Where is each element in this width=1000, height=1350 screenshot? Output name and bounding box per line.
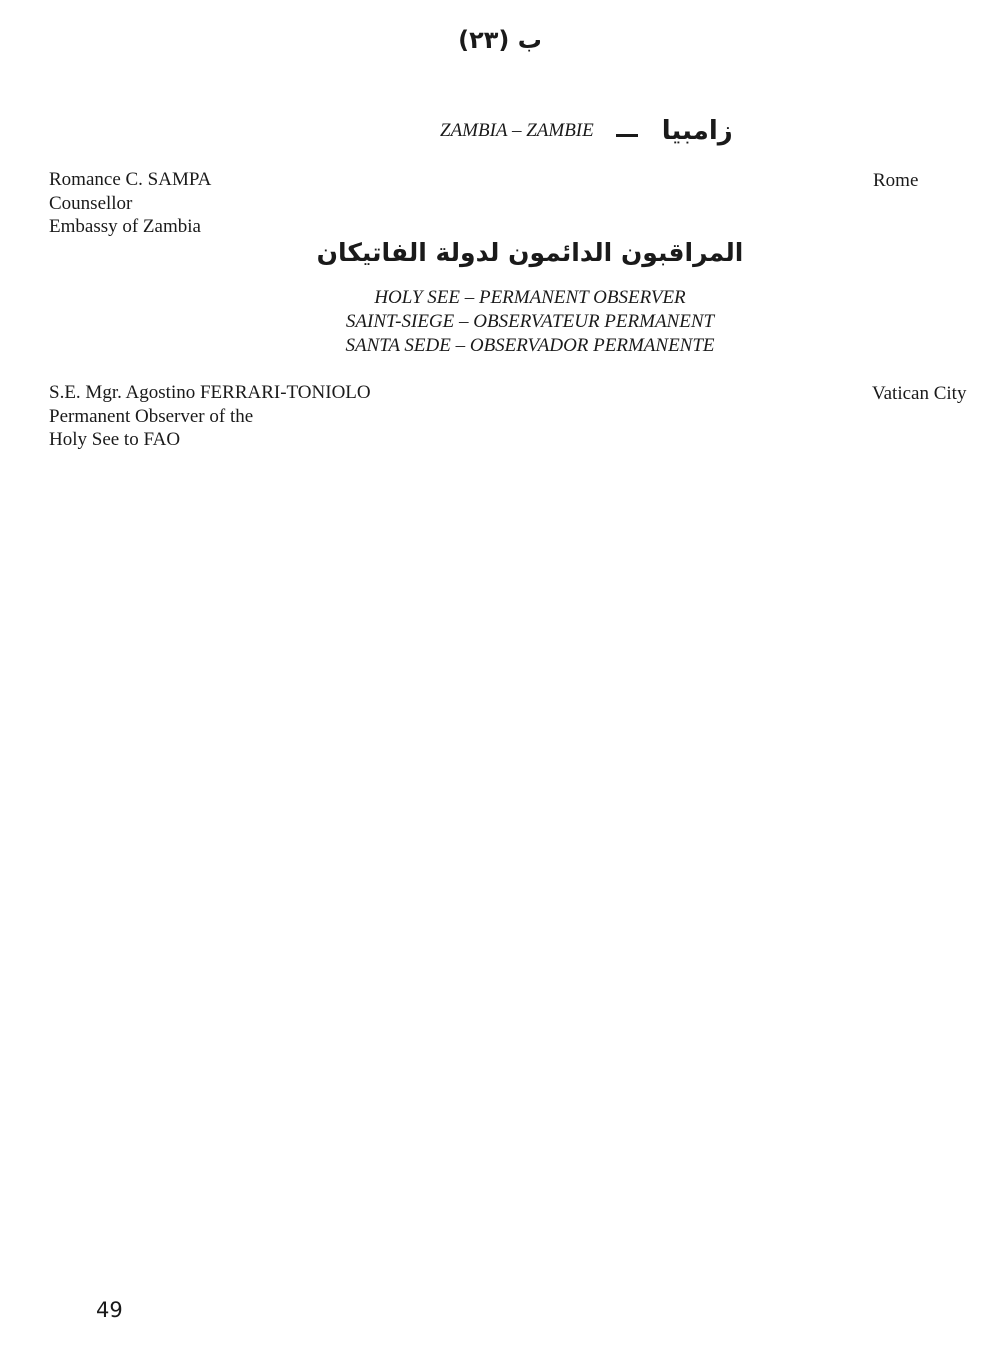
holy-see-title-french: SAINT-SIEGE – OBSERVATEUR PERMANENT [345, 311, 715, 332]
delegate-name: Romance C. SAMPA [49, 169, 212, 190]
delegate-name: S.E. Mgr. Agostino FERRARI-TONIOLO [49, 382, 371, 403]
page-number: 49 [96, 1298, 123, 1322]
zambia-heading-arabic: زامبيا [661, 116, 733, 146]
heading-dash-divider [616, 134, 638, 137]
delegate-city: Vatican City [872, 383, 967, 404]
delegate-title-continued: Holy See to FAO [49, 429, 181, 450]
holy-see-delegate-entry [49, 381, 371, 452]
delegate-organization: Embassy of Zambia [49, 216, 201, 237]
holy-see-heading-titles [0, 286, 1000, 358]
zambia-heading-latin: ZAMBIA – ZAMBIE [440, 120, 594, 141]
delegate-title: Counsellor [49, 192, 133, 214]
holy-see-title-spanish: SANTA SEDE – OBSERVADOR PERMANENTE [345, 335, 715, 356]
zambia-section-heading [440, 116, 733, 146]
holy-see-title-english: HOLY SEE – PERMANENT OBSERVER [374, 287, 686, 308]
delegate-city: Rome [873, 170, 919, 191]
delegate-title: Permanent Observer of the [49, 405, 254, 427]
holy-see-heading-arabic: المراقبون الدائمون لدولة الفاتيكان [316, 238, 744, 267]
page-reference: ب (٢٣) [458, 26, 542, 54]
zambia-delegate-entry [49, 168, 211, 239]
